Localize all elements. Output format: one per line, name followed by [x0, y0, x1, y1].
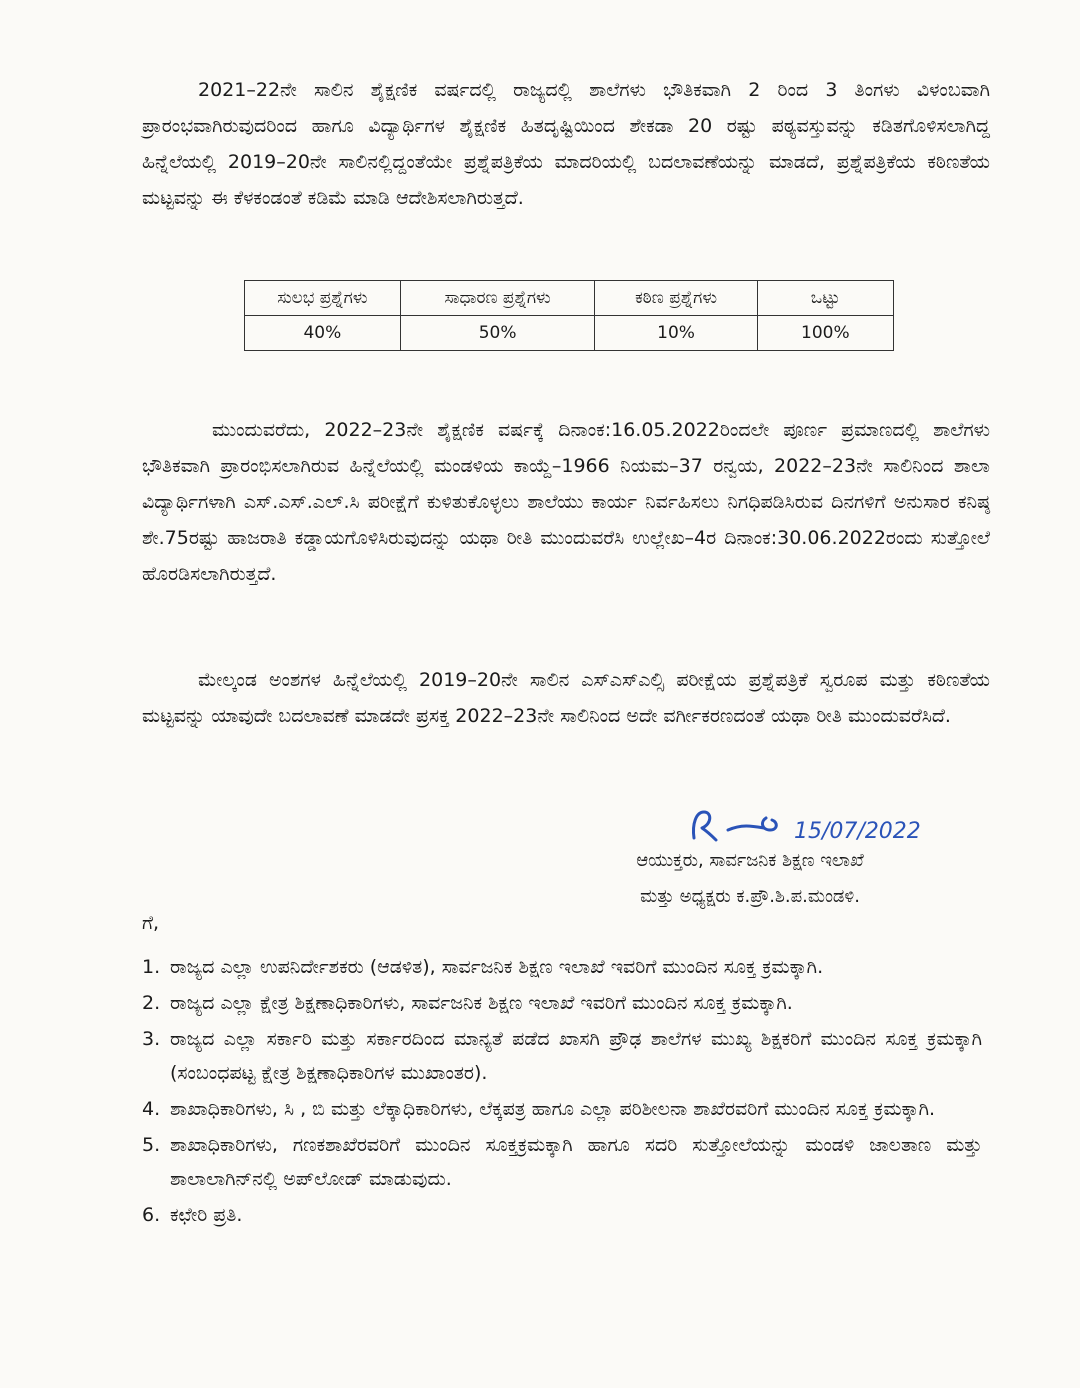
table-header-row [245, 281, 894, 316]
value-average: 50% [400, 316, 595, 351]
to-label: ಗೆ, [142, 912, 160, 934]
designation-line-2: ಮತ್ತು ಅಧ್ಯಕ್ಷರು ಕ.ಪ್ರೌ.ಶಿ.ಪ.ಮಂಡಳಿ. [640, 886, 860, 907]
value-total: 100% [757, 316, 893, 351]
paragraph-conclusion: ಮೇಲ್ಕಂಡ ಅಂಶಗಳ ಹಿನ್ನೆಲೆಯಲ್ಲಿ 2019–20ನೇ ಸಾಲಿನ ಎಸ್ಎಸ್ಎಲ್ಸಿ ಪರೀಕ್ಷೆಯ ಪ್ರಶ್ನೆಪತ್ರಿಕೆ ಸ್ವರೂಪ ಮತ್ತು ಕಠಿಣತೆಯ ಮಟ್ಟವನ್ನು ಯಾವುದೇ ಬದಲಾವಣೆ ಮಾಡದೇ ಪ್ರಸಕ್ತ 2022–23ನೇ ಸಾಲಿನಿಂದ ಅದೇ ವರ್ಗೀಕರಣದಂತೆ ಯಥಾ ರೀತಿ ಮುಂದುವರೆಸಿದೆ. [142, 669, 990, 727]
header-easy: ಸುಲಭ ಪ್ರಶ್ನೆಗಳು [245, 281, 401, 316]
item-text: ಶಾಖಾಧಿಕಾರಿಗಳು, ಸಿ , ಬಿ ಮತ್ತು ಲೆಕ್ಕಾಧಿಕಾರಿಗಳು, ಲೆಕ್ಕಪತ್ರ ಹಾಗೂ ಎಲ್ಲಾ ಪರಿಶೀಲನಾ ಶಾಖೆರವರಿಗೆ ಮುಂದಿನ ಸೂಕ್ತ ಕ್ರಮಕ್ಕಾಗಿ. [170, 1098, 936, 1120]
item-number: 2. [142, 992, 161, 1014]
handwritten-signature [686, 804, 946, 848]
item-number: 1. [142, 956, 161, 978]
designation-line-1: ಆಯುಕ್ತರು, ಸಾರ್ವಜನಿಕ ಶಿಕ್ಷಣ ಇಲಾಖೆ [636, 850, 864, 871]
item-text: ಶಾಖಾಧಿಕಾರಿಗಳು, ಗಣಕಶಾಖೆರವರಿಗೆ ಮುಂದಿನ ಸೂಕ್ತಕ್ರಮಕ್ಕಾಗಿ ಹಾಗೂ ಸದರಿ ಸುತ್ತೋಲೆಯನ್ನು ಮಂಡಳಿ ಜಾಲತಾಣ ಮತ್ತು ಶಾಲಾಲಾಗಿನ್‌ನಲ್ಲಿ ಅಪ್‌ಲೋಡ್ ಮಾಡುವುದು. [170, 1134, 982, 1190]
item-number: 3. [142, 1028, 161, 1050]
item-text: ಕಛೇರಿ ಪ್ರತಿ. [170, 1204, 243, 1226]
paragraph-intro: 2021–22ನೇ ಸಾಲಿನ ಶೈಕ್ಷಣಿಕ ವರ್ಷದಲ್ಲಿ ರಾಜ್ಯದಲ್ಲಿ ಶಾಲೆಗಳು ಭೌತಿಕವಾಗಿ 2 ರಿಂದ 3 ತಿಂಗಳು ವಿಳಂಬವಾಗಿ ಪ್ರಾರಂಭವಾಗಿರುವುದರಿಂದ ಹಾಗೂ ವಿದ್ಯಾರ್ಥಿಗಳ ಶೈಕ್ಷಣಿಕ ಹಿತದೃಷ್ಟಿಯಿಂದ ಶೇಕಡಾ 20 ರಷ್ಟು ಪಠ್ಯವಸ್ತುವನ್ನು ಕಡಿತಗೊಳಿಸಲಾಗಿದ್ದ ಹಿನ್ನೆಲೆಯಲ್ಲಿ 2019–20ನೇ ಸಾಲಿನಲ್ಲಿದ್ದಂತೆಯೇ ಪ್ರಶ್ನೆಪತ್ರಿಕೆಯ ಮಾದರಿಯಲ್ಲಿ ಬದಲಾವಣೆಯನ್ನು ಮಾಡದೆ, ಪ್ರಶ್ನೆಪತ್ರಿಕೆಯ ಕಠಿಣತೆಯ ಮಟ್ಟವನ್ನು ಈ ಕೆಳಕಂಡಂತೆ ಕಡಿಮೆ ಮಾಡಿ ಆದೇಶಿಸಲಾಗಿರುತ್ತದೆ. [142, 79, 990, 209]
item-text: ರಾಜ್ಯದ ಎಲ್ಲಾ ಸರ್ಕಾರಿ ಮತ್ತು ಸರ್ಕಾರದಿಂದ ಮಾನ್ಯತೆ ಪಡೆದ ಖಾಸಗಿ ಪ್ರೌಢ ಶಾಲೆಗಳ ಮುಖ್ಯ ಶಿಕ್ಷಕರಿಗೆ ಮುಂದಿನ ಸೂಕ್ತ ಕ್ರಮಕ್ಕಾಗಿ (ಸಂಬಂಧಪಟ್ಟ ಕ್ಷೇತ್ರ ಶಿಕ್ಷಣಾಧಿಕಾರಿಗಳ ಮುಖಾಂತರ). [170, 1028, 982, 1084]
signature-mark [686, 804, 946, 848]
item-number: 4. [142, 1098, 161, 1120]
paragraph-continuation: ಮುಂದುವರೆದು, 2022–23ನೇ ಶೈಕ್ಷಣಿಕ ವರ್ಷಕ್ಕೆ ದಿನಾಂಕ:16.05.2022ರಿಂದಲೇ ಪೂರ್ಣ ಪ್ರಮಾಣದಲ್ಲಿ ಶಾಲೆಗಳು ಭೌತಿಕವಾಗಿ ಪ್ರಾರಂಭಿಸಲಾಗಿರುವ ಹಿನ್ನೆಲೆಯಲ್ಲಿ ಮಂಡಳಿಯ ಕಾಯ್ದೆ–1966 ನಿಯಮ–37 ರನ್ವಯ, 2022–23ನೇ ಸಾಲಿನಿಂದ ಶಾಲಾ ವಿದ್ಯಾರ್ಥಿಗಳಾಗಿ ಎಸ್.ಎಸ್.ಎಲ್.ಸಿ ಪರೀಕ್ಷೆಗೆ ಕುಳಿತುಕೊಳ್ಳಲು ಶಾಲೆಯು ಕಾರ್ಯ ನಿರ್ವಹಿಸಲು ನಿಗಧಿಪಡಿಸಿರುವ ದಿನಗಳಿಗೆ ಅನುಸಾರ ಕನಿಷ್ಠ ಶೇ.75ರಷ್ಟು ಹಾಜರಾತಿ ಕಡ್ಡಾಯಗೊಳಿಸಿರುವುದನ್ನು ಯಥಾ ರೀತಿ ಮುಂದುವರೆಸಿ ಉಲ್ಲೇಖ–4ರ ದಿನಾಂಕ:30.06.2022ರಂದು ಸುತ್ತೋಲೆ ಹೊರಡಿಸಲಾಗಿರುತ್ತದೆ. [142, 419, 990, 585]
item-number: 6. [142, 1204, 161, 1226]
value-difficult: 10% [595, 316, 757, 351]
header-difficult: ಕಠಿಣ ಪ್ರಶ್ನೆಗಳು [595, 281, 757, 316]
table-value-row [245, 316, 894, 351]
list-item [142, 1022, 982, 1090]
header-average: ಸಾಧಾರಣ ಪ್ರಶ್ನೆಗಳು [400, 281, 595, 316]
value-easy: 40% [245, 316, 401, 351]
item-text: ರಾಜ್ಯದ ಎಲ್ಲಾ ಉಪನಿರ್ದೇಶಕರು (ಆಡಳಿತ), ಸಾರ್ವಜನಿಕ ಶಿಕ್ಷಣ ಇಲಾಖೆ ಇವರಿಗೆ ಮುಂದಿನ ಸೂಕ್ತ ಕ್ರಮಕ್ಕಾಗಿ. [170, 956, 824, 978]
list-item [142, 1198, 982, 1232]
item-number: 5. [142, 1134, 161, 1156]
list-item [142, 1092, 982, 1126]
difficulty-table [244, 280, 894, 351]
list-item [142, 950, 982, 984]
item-text: ರಾಜ್ಯದ ಎಲ್ಲಾ ಕ್ಷೇತ್ರ ಶಿಕ್ಷಣಾಧಿಕಾರಿಗಳು, ಸಾರ್ವಜನಿಕ ಶಿಕ್ಷಣ ಇಲಾಖೆ ಇವರಿಗೆ ಮುಂದಿನ ಸೂಕ್ತ ಕ್ರಮಕ್ಕಾಗಿ. [170, 992, 793, 1014]
list-item [142, 1128, 982, 1196]
signature-date: 15/07/2022 [794, 819, 921, 844]
header-total: ಒಟ್ಟು [757, 281, 893, 316]
recipient-list [142, 950, 982, 1234]
list-item [142, 986, 982, 1020]
